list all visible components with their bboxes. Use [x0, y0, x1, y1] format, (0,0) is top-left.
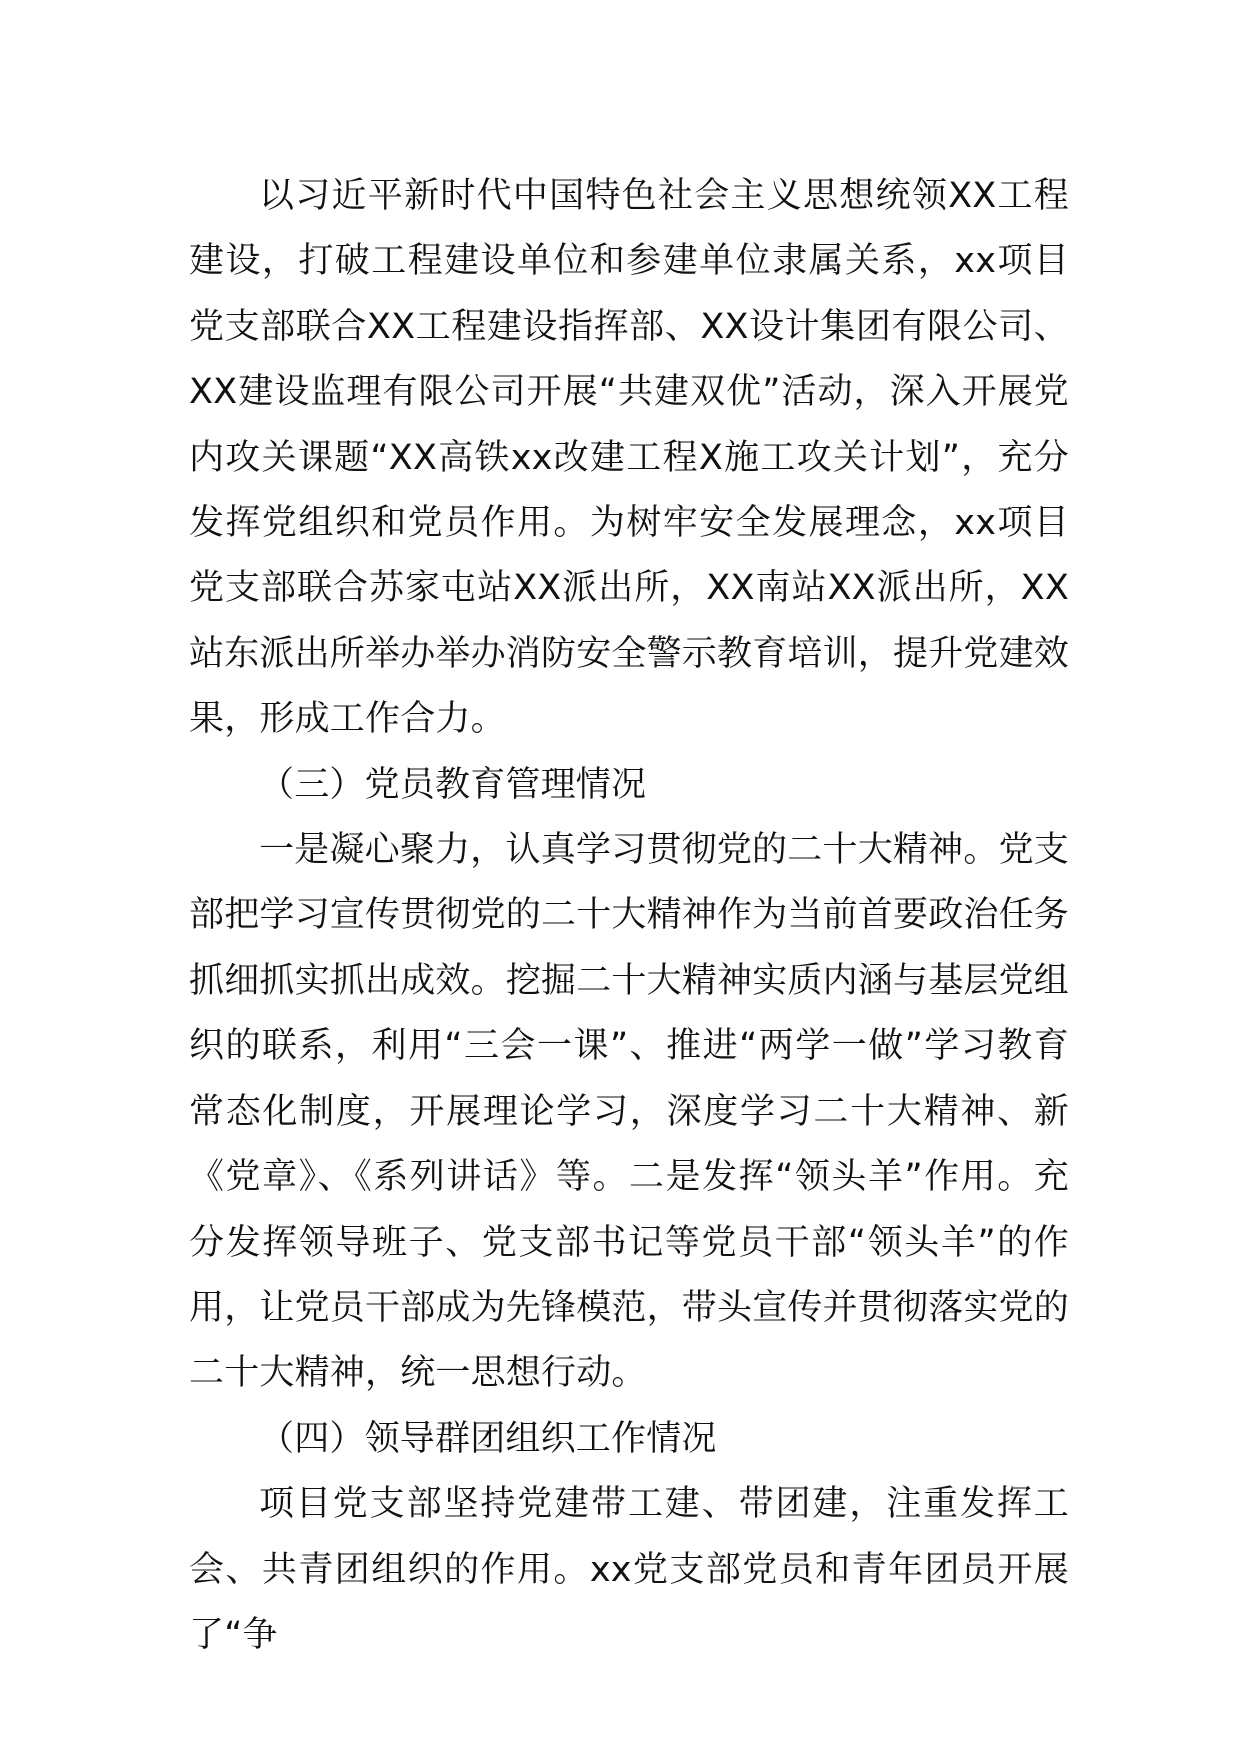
paragraph-mass-organizations: 项目党支部坚持党建带工建、带团建，注重发挥工会、共青团组织的作用。xx党支部党员和青年团员开展了“争	[189, 1484, 1069, 1655]
section-heading-party-member-education: （三）党员教育管理情况	[259, 764, 647, 805]
section-heading-mass-organizations: （四）领导群团组织工作情况	[259, 1418, 717, 1459]
document-body	[189, 164, 1069, 1668]
paragraph-party-building-cooperation: 以习近平新时代中国特色社会主义思想统领XX工程建设，打破工程建设单位和参建单位隶属关系，xx项目党支部联合XX工程建设指挥部、XX设计集团有限公司、XX建设监理有限公司开展“共建双优”活动，深入开展党内攻关课题“XX高铁xx改建工程X施工攻关计划”，充分发挥党组织和党员作用。为树牢安全发展理念，xx项目党支部联合苏家屯站XX派出所，XX南站XX派出所，XX站东派出所举办举办消防安全警示教育培训，提升党建效果，形成工作合力。	[189, 176, 1070, 740]
paragraph-party-member-education: 一是凝心聚力，认真学习贯彻党的二十大精神。党支部把学习宣传贯彻党的二十大精神作为当前首要政治任务抓细抓实抓出成效。挖掘二十大精神实质内涵与基层党组织的联系，利用“三会一课”、推进“两学一做”学习教育常态化制度，开展理论学习，深度学习二十大精神、新《党章》、《系列讲话》等。二是发挥“领头羊”作用。充分发挥领导班子、党支部书记等党员干部“领头羊”的作用，让党员干部成为先锋模范，带头宣传并贯彻落实党的二十大精神，统一思想行动。	[189, 830, 1070, 1394]
